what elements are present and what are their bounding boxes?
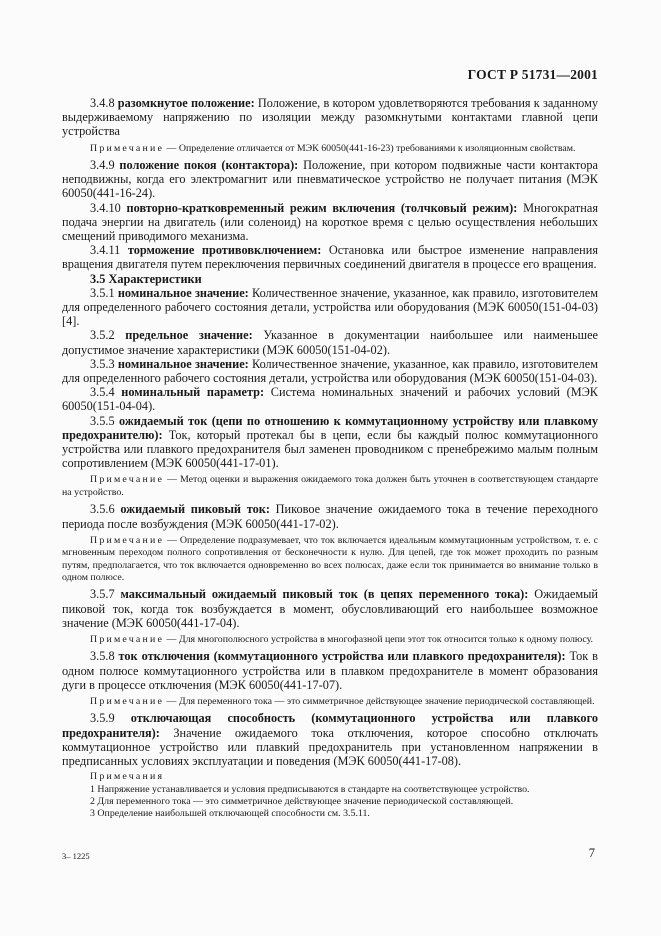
term-3-4-9: 3.4.9 положение покоя (контактора): Положение, при котором подвижные части контактора неподвижны, когда его электромагнит или пневматическое устройство не получает питания (МЭК 60050(441-16-24).	[62, 158, 599, 201]
print-code: 3– 1225	[62, 851, 90, 861]
term-3-5-6: 3.5.6 ожидаемый пиковый ток: Пиковое значение ожидаемого тока в течение переходного периода после возбуждения (МЭК 60050(441-17-02).	[62, 502, 598, 531]
term-3-4-11: 3.4.11 торможение противовключением: Остановка или быстрое изменение направления вращения двигателя путем переключения первичных соединений двигателя в процессе его вращения.	[62, 243, 598, 272]
note: Примечание — Для многополюсного устройства в многофазной цепи этот ток относится только к одному полюсу.	[90, 633, 593, 645]
term-3-5-3: 3.5.3 номинальное значение: Количественное значение, указанное, как правило, изготовителем для определенного рабочего состояния детали, устройства или оборудования (МЭК 60050(151-04-03).	[62, 356, 598, 386]
note-item: 2 Для переменного тока — это симметричное действующее значение периодической составляющей.	[90, 795, 514, 807]
term-3-5-5: 3.5.5 ожидаемый ток (цепи по отношению к коммутационному устройству или плавкому предохранителю): Ток, который протекал бы в цепи, если бы каждый полюс коммутационного устройства или плавкого предохранителя был заменен проводником с пренебрежимо малым полным сопротивлением (МЭК 60050(441-17-01).	[62, 413, 598, 471]
notes-heading: Примечания	[90, 771, 165, 783]
note-item: 1 Напряжение устанавливается и условия предписываются в стандарте на соответствующее устройство.	[90, 783, 530, 795]
term-3-4-8: 3.4.8 разомкнутое положение: Положение, в котором удовлетворяются требования к заданному выдерживаемому напряжению по изоляции между разомкнутыми контактами главной цепи устройства	[62, 96, 598, 139]
page-number: 7	[588, 846, 595, 860]
note: Примечание — Определение подразумевает, что ток включается идеальным коммутационным устройством, т. е. с мгновенным переходом полного сопротивления от бесконечности к нулю. Для цепей, где ток может проходить по разным путям, предполагается, что ток включается одновременно во всех полюсах, даже если ток принимается во внимание только в одном полюсе.	[62, 534, 598, 583]
section-heading: 3.5 Характеристики	[90, 271, 202, 286]
document-body	[62, 96, 598, 821]
term-3-4-10: 3.4.10 повторно-кратковременный режим включения (толчковый режим): Многократная подача энергии на двигатель (или соленоид) на короткое время с целью осуществления небольших смещений приводимого механизма.	[62, 200, 598, 244]
term-3-5-1: 3.5.1 номинальное значение: Количественное значение, указанное, как правило, изготовителем для определенного рабочего состояния детали, устройства или оборудования (МЭК 60050(151-04-03) [4].	[62, 285, 598, 329]
term-3-5-9: 3.5.9 отключающая способность (коммутационного устройства или плавкого предохранителя): Значение ожидаемого тока отключения, которое способно отключать коммутационное устройство или плавкий предохранитель при установленном напряжении в предписанных условиях эксплуатации и поведения (МЭК 60050(441-17-08).	[62, 711, 599, 768]
note: Примечание — Метод оценки и выражения ожидаемого тока должен быть уточнен в соответствующем стандарте на устройство.	[62, 474, 598, 498]
standard-header: ГОСТ Р 51731—2001	[467, 67, 598, 82]
note: Примечание — Для переменного тока — это симметричное действующее значение периодической составляющей.	[90, 695, 595, 707]
term-3-5-4: 3.5.4 номинальный параметр: Система номинальных значений и рабочих условий (МЭК 60050(151-04-04).	[62, 385, 599, 414]
term-3-5-8: 3.5.8 ток отключения (коммутационного устройства или плавкого предохранителя): Ток в одном полюсе коммутационного устройства или в плавком предохранителе в момент образования дуги в процессе отключения (МЭК 60050(441-17-07).	[62, 649, 598, 692]
note-item: 3 Определение наибольшей отключающей способности см. 3.5.11.	[90, 808, 370, 820]
term-3-5-7: 3.5.7 максимальный ожидаемый пиковый ток (в цепях переменного тока): Ожидаемый пиковой ток, когда ток возбуждается в момент, обусловливающий его наибольшее возможное значение (МЭК 60050(441-17-04).	[62, 587, 598, 630]
note: Примечание — Определение отличается от МЭК 60050(441-16-23) требованиями к изоляционным свойствам.	[90, 142, 576, 154]
term-3-5-2: 3.5.2 предельное значение: Указанное в документации наибольшее или наименьшее допустимое значение характеристики (МЭК 60050(151-04-02).	[62, 328, 598, 357]
